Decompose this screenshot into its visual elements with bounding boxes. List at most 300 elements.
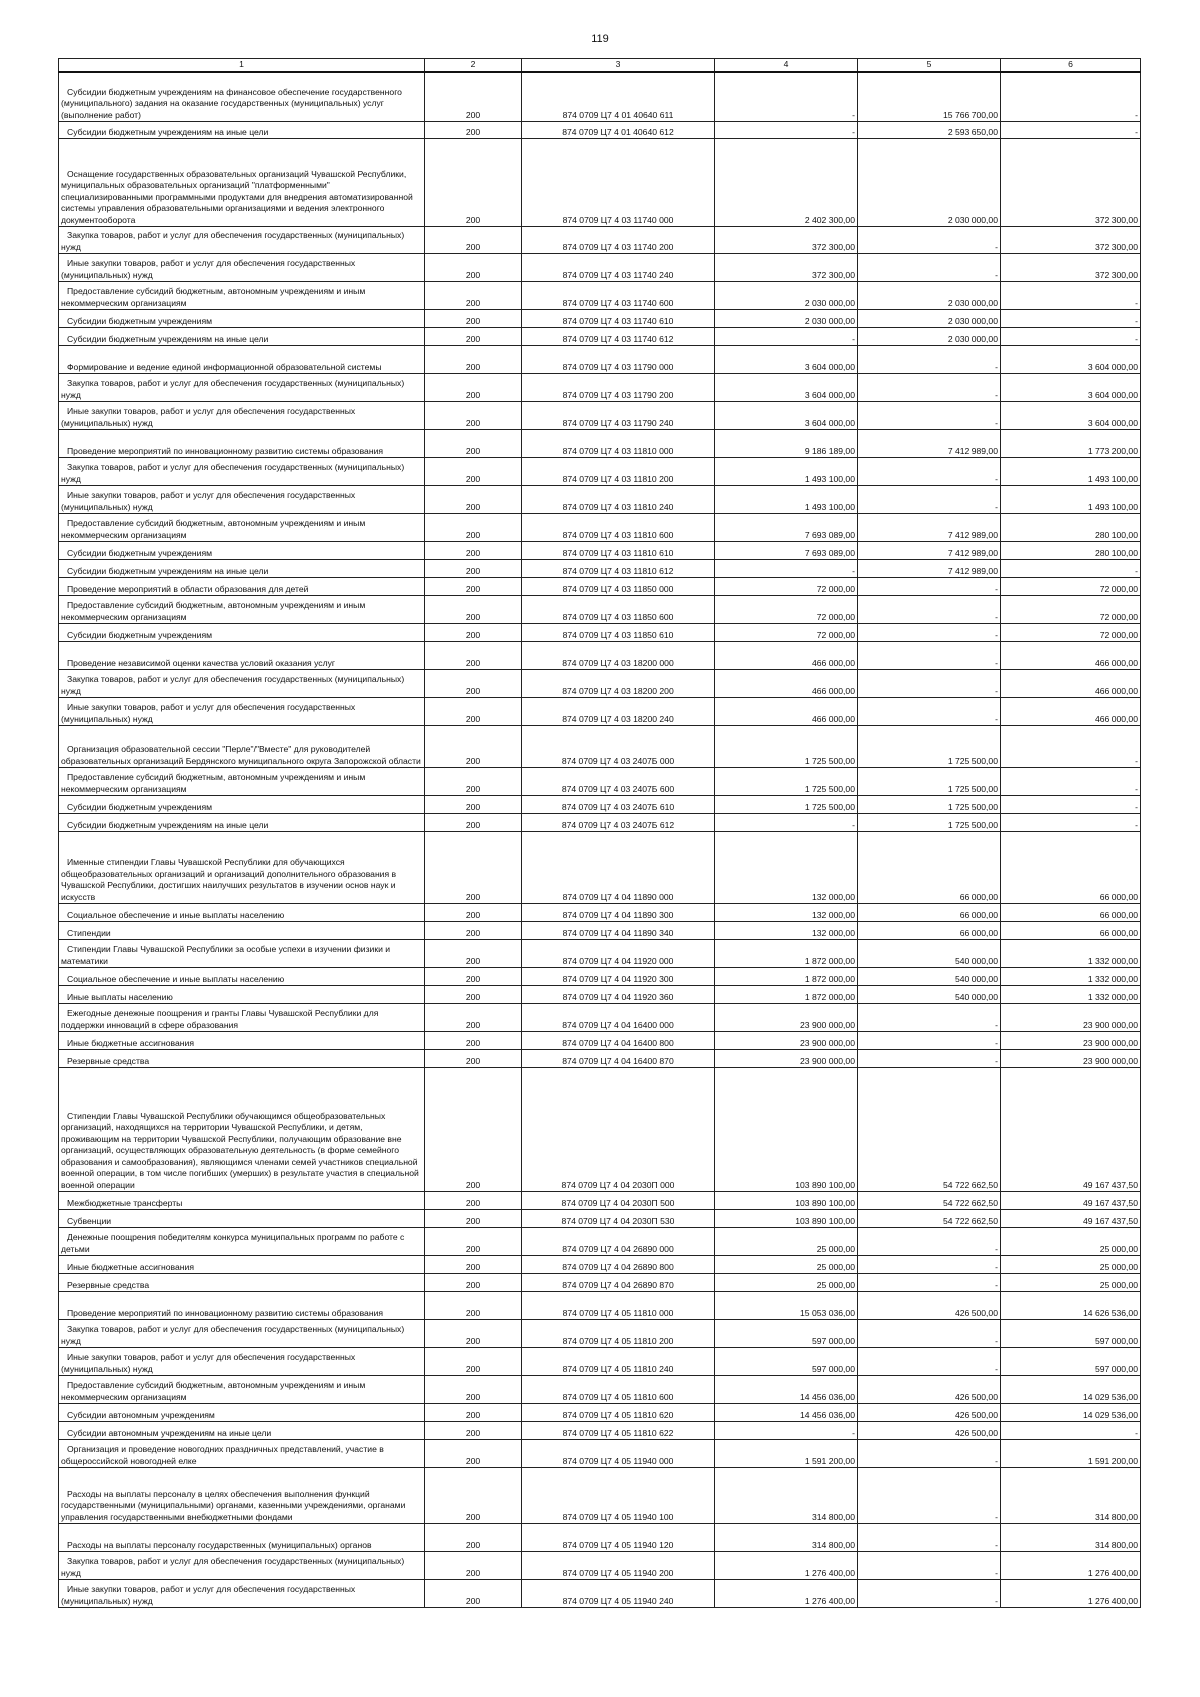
row-fin-cell: 200: [425, 254, 522, 282]
row-name-cell: [59, 1032, 425, 1050]
row-amount-republic-cell: -: [858, 698, 1001, 726]
row-amount-republic-cell: 7 412 989,00: [858, 542, 1001, 560]
row-fin-cell: 200: [425, 514, 522, 542]
row-amount-republic-cell: -: [858, 1440, 1001, 1468]
row-name-text: Расходы на выплаты персоналу государственных (муниципальных) органов: [67, 1539, 372, 1550]
row-amount-total-cell: 1 725 500,00: [715, 726, 858, 768]
row-name-text: Стипендии: [67, 927, 111, 938]
row-code-cell: 874 0709 Ц7 4 01 40640 612: [522, 122, 715, 139]
row-amount-total-cell: 9 186 189,00: [715, 430, 858, 458]
row-amount-total-cell: -: [715, 72, 858, 122]
row-name-text: Закупка товаров, работ и услуг для обеспечения государственных (муниципальных) нужд: [61, 230, 405, 252]
row-name-text: Организация и проведение новогодних праздничных представлений, участие в общероссийской новогодней елке: [61, 1444, 384, 1466]
row-name-text: Субсидии бюджетным учреждениям: [67, 629, 213, 640]
row-name-text: Иные закупки товаров, работ и услуг для обеспечения государственных (муниципальных) нужд: [61, 490, 356, 512]
row-amount-federal-cell: 72 000,00: [1001, 624, 1141, 642]
row-amount-federal-cell: -: [1001, 328, 1141, 346]
table-row: [59, 514, 1141, 542]
row-code-cell: 874 0709 Ц7 4 04 11890 000: [522, 832, 715, 904]
row-amount-republic-cell: -: [858, 578, 1001, 596]
row-amount-federal-cell: 1 276 400,00: [1001, 1552, 1141, 1580]
row-code-cell: 874 0709 Ц7 4 03 11740 612: [522, 328, 715, 346]
row-amount-republic-cell: -: [858, 670, 1001, 698]
row-code-cell: 874 0709 Ц7 4 03 11790 240: [522, 402, 715, 430]
row-fin-cell: 200: [425, 1292, 522, 1320]
row-name-text: Проведение мероприятий по инновационному развитию системы образования: [67, 1307, 384, 1318]
row-amount-total-cell: 132 000,00: [715, 904, 858, 922]
row-amount-republic-cell: 540 000,00: [858, 968, 1001, 986]
table-row: [59, 1404, 1141, 1422]
row-amount-republic-cell: -: [858, 227, 1001, 254]
row-fin-cell: 200: [425, 1580, 522, 1608]
row-name-text: Закупка товаров, работ и услуг для обеспечения государственных (муниципальных) нужд: [61, 378, 405, 400]
table-row: [59, 922, 1141, 940]
row-code-cell: 874 0709 Ц7 4 04 11920 360: [522, 986, 715, 1004]
row-amount-total-cell: 2 030 000,00: [715, 310, 858, 328]
row-name-cell: [59, 642, 425, 670]
row-amount-federal-cell: -: [1001, 768, 1141, 796]
row-amount-republic-cell: -: [858, 1032, 1001, 1050]
row-name-cell: [59, 1004, 425, 1032]
row-amount-total-cell: -: [715, 560, 858, 578]
row-fin-cell: 200: [425, 1032, 522, 1050]
row-amount-federal-cell: -: [1001, 1422, 1141, 1440]
row-amount-total-cell: 1 493 100,00: [715, 458, 858, 486]
row-amount-total-cell: 597 000,00: [715, 1348, 858, 1376]
row-name-text: Проведение мероприятий в области образования для детей: [67, 583, 309, 594]
row-amount-total-cell: 1 872 000,00: [715, 940, 858, 968]
row-amount-total-cell: 372 300,00: [715, 227, 858, 254]
row-amount-republic-cell: -: [858, 1274, 1001, 1292]
row-name-text: Предоставление субсидий бюджетным, автономным учреждениям и иным некоммерческим организациям: [61, 600, 366, 622]
row-fin-cell: 200: [425, 139, 522, 227]
row-name-cell: [59, 1524, 425, 1552]
table-row: [59, 578, 1141, 596]
row-code-cell: 874 0709 Ц7 4 03 11810 600: [522, 514, 715, 542]
row-fin-cell: 200: [425, 346, 522, 374]
table-row: [59, 72, 1141, 122]
row-amount-total-cell: 3 604 000,00: [715, 402, 858, 430]
row-amount-republic-cell: 2 030 000,00: [858, 282, 1001, 310]
row-name-text: Предоставление субсидий бюджетным, автономным учреждениям и иным некоммерческим организациям: [61, 772, 366, 794]
row-amount-federal-cell: 66 000,00: [1001, 922, 1141, 940]
row-amount-total-cell: 1 872 000,00: [715, 986, 858, 1004]
row-amount-republic-cell: 426 500,00: [858, 1292, 1001, 1320]
row-amount-federal-cell: 466 000,00: [1001, 698, 1141, 726]
row-name-text: Резервные средства: [67, 1279, 150, 1290]
row-name-text: Проведение мероприятий по инновационному развитию системы образования: [67, 445, 384, 456]
row-fin-cell: 200: [425, 402, 522, 430]
row-name-text: Субсидии бюджетным учреждениям на иные цели: [67, 126, 269, 137]
row-fin-cell: 200: [425, 1068, 522, 1192]
row-amount-federal-cell: 280 100,00: [1001, 542, 1141, 560]
row-amount-total-cell: 2 402 300,00: [715, 139, 858, 227]
row-amount-republic-cell: 54 722 662,50: [858, 1192, 1001, 1210]
row-amount-republic-cell: 1 725 500,00: [858, 814, 1001, 832]
row-name-cell: [59, 310, 425, 328]
row-amount-federal-cell: 14 029 536,00: [1001, 1404, 1141, 1422]
row-name-cell: [59, 968, 425, 986]
row-amount-federal-cell: 23 900 000,00: [1001, 1032, 1141, 1050]
table-row: [59, 1274, 1141, 1292]
row-name-cell: [59, 578, 425, 596]
row-name-text: Социальное обеспечение и иные выплаты населению: [67, 909, 285, 920]
row-fin-cell: 200: [425, 458, 522, 486]
row-amount-republic-cell: -: [858, 1468, 1001, 1524]
row-name-text: Субсидии бюджетным учреждениям: [67, 547, 213, 558]
table-body: [59, 72, 1141, 1608]
row-amount-total-cell: 3 604 000,00: [715, 346, 858, 374]
row-fin-cell: 200: [425, 1348, 522, 1376]
row-code-cell: 874 0709 Ц7 4 05 11940 240: [522, 1580, 715, 1608]
table-header: [59, 59, 1141, 72]
row-amount-federal-cell: -: [1001, 560, 1141, 578]
table-row: [59, 310, 1141, 328]
row-amount-total-cell: 1 725 500,00: [715, 768, 858, 796]
table-row: [59, 542, 1141, 560]
row-fin-cell: 200: [425, 374, 522, 402]
row-amount-total-cell: 72 000,00: [715, 578, 858, 596]
column-header-5: 5: [858, 59, 1001, 72]
row-amount-total-cell: 1 591 200,00: [715, 1440, 858, 1468]
row-fin-cell: 200: [425, 542, 522, 560]
row-name-text: Предоставление субсидий бюджетным, автономным учреждениям и иным некоммерческим организациям: [61, 286, 366, 308]
row-amount-republic-cell: 7 412 989,00: [858, 560, 1001, 578]
row-name-text: Иные закупки товаров, работ и услуг для обеспечения государственных (муниципальных) нужд: [61, 1584, 356, 1606]
row-amount-federal-cell: 1 332 000,00: [1001, 940, 1141, 968]
row-fin-cell: 200: [425, 227, 522, 254]
row-amount-republic-cell: -: [858, 642, 1001, 670]
row-amount-total-cell: 7 693 089,00: [715, 542, 858, 560]
row-code-cell: 874 0709 Ц7 4 03 11740 200: [522, 227, 715, 254]
row-fin-cell: 200: [425, 922, 522, 940]
table-row: [59, 1552, 1141, 1580]
row-fin-cell: 200: [425, 560, 522, 578]
row-fin-cell: 200: [425, 1320, 522, 1348]
row-amount-federal-cell: 3 604 000,00: [1001, 346, 1141, 374]
row-amount-federal-cell: 372 300,00: [1001, 139, 1141, 227]
row-amount-republic-cell: -: [858, 1004, 1001, 1032]
row-amount-republic-cell: -: [858, 1580, 1001, 1608]
row-code-cell: 874 0709 Ц7 4 05 11810 000: [522, 1292, 715, 1320]
row-amount-republic-cell: 66 000,00: [858, 904, 1001, 922]
row-name-cell: [59, 514, 425, 542]
row-amount-federal-cell: 466 000,00: [1001, 670, 1141, 698]
row-fin-cell: 200: [425, 642, 522, 670]
row-name-cell: [59, 1256, 425, 1274]
row-amount-republic-cell: 426 500,00: [858, 1422, 1001, 1440]
row-amount-federal-cell: 23 900 000,00: [1001, 1004, 1141, 1032]
row-amount-republic-cell: 7 412 989,00: [858, 430, 1001, 458]
row-name-cell: [59, 940, 425, 968]
row-amount-federal-cell: -: [1001, 726, 1141, 768]
row-amount-total-cell: 597 000,00: [715, 1320, 858, 1348]
row-amount-total-cell: 1 725 500,00: [715, 796, 858, 814]
row-name-cell: [59, 1552, 425, 1580]
row-amount-total-cell: 72 000,00: [715, 624, 858, 642]
row-name-text: Субсидии бюджетным учреждениям: [67, 315, 213, 326]
table-row: [59, 968, 1141, 986]
row-name-text: Ежегодные денежные поощрения и гранты Главы Чувашской Республики для поддержки инноваций в сфере образования: [61, 1008, 379, 1030]
row-amount-federal-cell: 49 167 437,50: [1001, 1068, 1141, 1192]
budget-table: [58, 58, 1141, 1608]
row-amount-total-cell: 23 900 000,00: [715, 1004, 858, 1032]
column-header-6: 6: [1001, 59, 1141, 72]
row-amount-total-cell: 14 456 036,00: [715, 1376, 858, 1404]
row-code-cell: 874 0709 Ц7 4 03 2407Б 612: [522, 814, 715, 832]
row-name-cell: [59, 1068, 425, 1192]
table-row: [59, 1580, 1141, 1608]
row-amount-federal-cell: -: [1001, 122, 1141, 139]
table-row: [59, 374, 1141, 402]
row-amount-republic-cell: 2 030 000,00: [858, 139, 1001, 227]
row-amount-republic-cell: -: [858, 1524, 1001, 1552]
table-row: [59, 1192, 1141, 1210]
row-amount-federal-cell: 25 000,00: [1001, 1274, 1141, 1292]
row-amount-federal-cell: 1 276 400,00: [1001, 1580, 1141, 1608]
row-amount-federal-cell: 66 000,00: [1001, 904, 1141, 922]
row-code-cell: 874 0709 Ц7 4 03 2407Б 600: [522, 768, 715, 796]
row-fin-cell: 200: [425, 596, 522, 624]
row-amount-total-cell: 466 000,00: [715, 670, 858, 698]
row-code-cell: 874 0709 Ц7 4 05 11810 200: [522, 1320, 715, 1348]
row-name-text: Формирование и ведение единой информационной образовательной системы: [67, 361, 382, 372]
row-name-text: Иные бюджетные ассигнования: [67, 1037, 195, 1048]
row-name-cell: [59, 1228, 425, 1256]
row-name-cell: [59, 1468, 425, 1524]
row-amount-republic-cell: -: [858, 1552, 1001, 1580]
row-name-text: Иные закупки товаров, работ и услуг для обеспечения государственных (муниципальных) нужд: [61, 702, 356, 724]
row-name-cell: [59, 1320, 425, 1348]
row-code-cell: 874 0709 Ц7 4 01 40640 611: [522, 72, 715, 122]
row-code-cell: 874 0709 Ц7 4 03 11810 000: [522, 430, 715, 458]
row-amount-federal-cell: 66 000,00: [1001, 832, 1141, 904]
row-amount-republic-cell: 54 722 662,50: [858, 1068, 1001, 1192]
row-code-cell: 874 0709 Ц7 4 04 26890 870: [522, 1274, 715, 1292]
row-name-cell: [59, 1580, 425, 1608]
row-name-cell: [59, 1404, 425, 1422]
row-fin-cell: 200: [425, 904, 522, 922]
row-name-cell: [59, 726, 425, 768]
row-code-cell: 874 0709 Ц7 4 03 18200 000: [522, 642, 715, 670]
row-code-cell: 874 0709 Ц7 4 05 11940 000: [522, 1440, 715, 1468]
row-code-cell: 874 0709 Ц7 4 04 16400 000: [522, 1004, 715, 1032]
row-amount-total-cell: 72 000,00: [715, 596, 858, 624]
row-code-cell: 874 0709 Ц7 4 04 11890 300: [522, 904, 715, 922]
row-fin-cell: 200: [425, 310, 522, 328]
row-name-cell: [59, 542, 425, 560]
row-code-cell: 874 0709 Ц7 4 04 16400 870: [522, 1050, 715, 1068]
row-amount-federal-cell: 597 000,00: [1001, 1348, 1141, 1376]
row-name-cell: [59, 904, 425, 922]
row-name-cell: [59, 122, 425, 139]
table-row: [59, 346, 1141, 374]
table-row: [59, 796, 1141, 814]
row-name-text: Субсидии бюджетным учреждениям: [67, 801, 213, 812]
row-amount-republic-cell: -: [858, 1348, 1001, 1376]
row-amount-federal-cell: 14 626 536,00: [1001, 1292, 1141, 1320]
table-row: [59, 642, 1141, 670]
row-amount-federal-cell: 314 800,00: [1001, 1524, 1141, 1552]
row-name-cell: [59, 227, 425, 254]
row-amount-total-cell: -: [715, 814, 858, 832]
row-amount-republic-cell: 1 725 500,00: [858, 726, 1001, 768]
table-row: [59, 1228, 1141, 1256]
table-row: [59, 486, 1141, 514]
row-code-cell: 874 0709 Ц7 4 04 26890 800: [522, 1256, 715, 1274]
row-amount-republic-cell: -: [858, 624, 1001, 642]
row-name-text: Проведение независимой оценки качества условий оказания услуг: [67, 657, 336, 668]
table-row: [59, 139, 1141, 227]
row-amount-total-cell: 103 890 100,00: [715, 1210, 858, 1228]
table-row: [59, 814, 1141, 832]
row-name-text: Субсидии бюджетным учреждениям на иные цели: [67, 819, 269, 830]
table-row: [59, 1348, 1141, 1376]
row-amount-republic-cell: -: [858, 486, 1001, 514]
row-name-text: Социальное обеспечение и иные выплаты населению: [67, 973, 285, 984]
row-name-cell: [59, 1422, 425, 1440]
row-amount-total-cell: 466 000,00: [715, 642, 858, 670]
table-row: [59, 1210, 1141, 1228]
row-code-cell: 874 0709 Ц7 4 03 11790 200: [522, 374, 715, 402]
table-row: [59, 122, 1141, 139]
row-code-cell: 874 0709 Ц7 4 03 18200 240: [522, 698, 715, 726]
table-row: [59, 282, 1141, 310]
row-amount-republic-cell: 426 500,00: [858, 1376, 1001, 1404]
row-amount-federal-cell: 1 493 100,00: [1001, 486, 1141, 514]
row-amount-republic-cell: 1 725 500,00: [858, 796, 1001, 814]
table-row: [59, 904, 1141, 922]
row-name-cell: [59, 1376, 425, 1404]
column-header-2: 2: [425, 59, 522, 72]
row-name-cell: [59, 768, 425, 796]
table-row: [59, 698, 1141, 726]
row-code-cell: 874 0709 Ц7 4 04 11920 300: [522, 968, 715, 986]
row-amount-republic-cell: 54 722 662,50: [858, 1210, 1001, 1228]
row-amount-federal-cell: 1 332 000,00: [1001, 986, 1141, 1004]
row-code-cell: 874 0709 Ц7 4 03 11810 610: [522, 542, 715, 560]
row-amount-total-cell: 314 800,00: [715, 1524, 858, 1552]
table-row: [59, 832, 1141, 904]
row-name-cell: [59, 139, 425, 227]
row-code-cell: 874 0709 Ц7 4 05 11810 622: [522, 1422, 715, 1440]
row-name-cell: [59, 596, 425, 624]
row-code-cell: 874 0709 Ц7 4 05 11940 120: [522, 1524, 715, 1552]
row-name-text: Предоставление субсидий бюджетным, автономным учреждениям и иным некоммерческим организациям: [61, 1380, 366, 1402]
row-name-cell: [59, 922, 425, 940]
table-row: [59, 1050, 1141, 1068]
row-amount-total-cell: 1 276 400,00: [715, 1580, 858, 1608]
row-fin-cell: 200: [425, 768, 522, 796]
row-fin-cell: 200: [425, 430, 522, 458]
row-amount-total-cell: 466 000,00: [715, 698, 858, 726]
row-name-cell: [59, 402, 425, 430]
row-fin-cell: 200: [425, 1050, 522, 1068]
row-fin-cell: 200: [425, 122, 522, 139]
row-amount-federal-cell: 3 604 000,00: [1001, 374, 1141, 402]
row-amount-republic-cell: -: [858, 402, 1001, 430]
table-row: [59, 1422, 1141, 1440]
row-amount-federal-cell: 597 000,00: [1001, 1320, 1141, 1348]
row-fin-cell: 200: [425, 1228, 522, 1256]
row-name-text: Иные бюджетные ассигнования: [67, 1261, 195, 1272]
row-fin-cell: 200: [425, 670, 522, 698]
row-name-cell: [59, 374, 425, 402]
row-fin-cell: 200: [425, 814, 522, 832]
row-code-cell: 874 0709 Ц7 4 03 18200 200: [522, 670, 715, 698]
row-amount-total-cell: 25 000,00: [715, 1228, 858, 1256]
row-fin-cell: 200: [425, 1440, 522, 1468]
row-name-text: Субсидии бюджетным учреждениям на финансовое обеспечение государственного (муниципального) задания на оказание государственных (муниципальных) услуг (выполнение работ): [61, 86, 402, 120]
row-name-text: Стипендии Главы Чувашской Республики за особые успехи в изучении физики и математики: [61, 944, 391, 966]
row-code-cell: 874 0709 Ц7 4 03 11740 240: [522, 254, 715, 282]
row-amount-republic-cell: 2 030 000,00: [858, 328, 1001, 346]
row-fin-cell: 200: [425, 1192, 522, 1210]
row-code-cell: 874 0709 Ц7 4 03 2407Б 610: [522, 796, 715, 814]
row-name-cell: [59, 328, 425, 346]
row-fin-cell: 200: [425, 1468, 522, 1524]
table-row: [59, 254, 1141, 282]
row-name-text: Организация образовательной сессии "Перле"/"Вместе" для руководителей образовательных организаций Бердянского муниципального округа Запорожской области: [61, 744, 421, 766]
row-fin-cell: 200: [425, 986, 522, 1004]
table-row: [59, 726, 1141, 768]
table-row: [59, 1256, 1141, 1274]
row-name-cell: [59, 1292, 425, 1320]
row-amount-republic-cell: 2 030 000,00: [858, 310, 1001, 328]
row-name-cell: [59, 458, 425, 486]
row-code-cell: 874 0709 Ц7 4 05 11810 620: [522, 1404, 715, 1422]
row-amount-republic-cell: 540 000,00: [858, 986, 1001, 1004]
row-name-text: Закупка товаров, работ и услуг для обеспечения государственных (муниципальных) нужд: [61, 674, 405, 696]
row-amount-federal-cell: 1 332 000,00: [1001, 968, 1141, 986]
row-name-text: Иные закупки товаров, работ и услуг для обеспечения государственных (муниципальных) нужд: [61, 258, 356, 280]
table-row: [59, 624, 1141, 642]
row-amount-federal-cell: 1 493 100,00: [1001, 458, 1141, 486]
row-amount-federal-cell: 14 029 536,00: [1001, 1376, 1141, 1404]
row-name-text: Предоставление субсидий бюджетным, автономным учреждениям и иным некоммерческим организациям: [61, 518, 366, 540]
row-amount-republic-cell: -: [858, 346, 1001, 374]
row-amount-total-cell: 1 872 000,00: [715, 968, 858, 986]
row-amount-republic-cell: 1 725 500,00: [858, 768, 1001, 796]
row-amount-total-cell: 15 053 036,00: [715, 1292, 858, 1320]
row-name-cell: [59, 1050, 425, 1068]
row-name-cell: [59, 1440, 425, 1468]
table-row: [59, 1376, 1141, 1404]
row-amount-republic-cell: -: [858, 1256, 1001, 1274]
row-amount-federal-cell: 3 604 000,00: [1001, 402, 1141, 430]
table-row: [59, 1292, 1141, 1320]
row-fin-cell: 200: [425, 282, 522, 310]
row-amount-total-cell: 103 890 100,00: [715, 1068, 858, 1192]
row-amount-republic-cell: 66 000,00: [858, 922, 1001, 940]
row-name-cell: [59, 814, 425, 832]
row-name-cell: [59, 624, 425, 642]
row-amount-federal-cell: 466 000,00: [1001, 642, 1141, 670]
row-amount-federal-cell: 49 167 437,50: [1001, 1192, 1141, 1210]
row-amount-federal-cell: 49 167 437,50: [1001, 1210, 1141, 1228]
row-code-cell: 874 0709 Ц7 4 05 11810 600: [522, 1376, 715, 1404]
row-name-text: Стипендии Главы Чувашской Республики обучающимся общеобразовательных организаций, находящихся на территории Чувашской Республики, и детям, проживающим на территории Чувашской Республики, получающим образование вне организаций, осуществляющих образовательную деятельность (в форме семейного образования и самообразования), являющимся членами семей участников специальной военной операции, в том числе погибших (умерших) в результате участия в специальной военной операции: [61, 1110, 419, 1190]
row-name-cell: [59, 1192, 425, 1210]
row-amount-republic-cell: 15 766 700,00: [858, 72, 1001, 122]
table-row: [59, 986, 1141, 1004]
table-row: [59, 458, 1141, 486]
row-code-cell: 874 0709 Ц7 4 03 11810 612: [522, 560, 715, 578]
row-code-cell: 874 0709 Ц7 4 04 26890 000: [522, 1228, 715, 1256]
row-amount-republic-cell: 540 000,00: [858, 940, 1001, 968]
row-amount-total-cell: 25 000,00: [715, 1256, 858, 1274]
row-name-text: Субсидии автономным учреждениям на иные цели: [67, 1427, 272, 1438]
